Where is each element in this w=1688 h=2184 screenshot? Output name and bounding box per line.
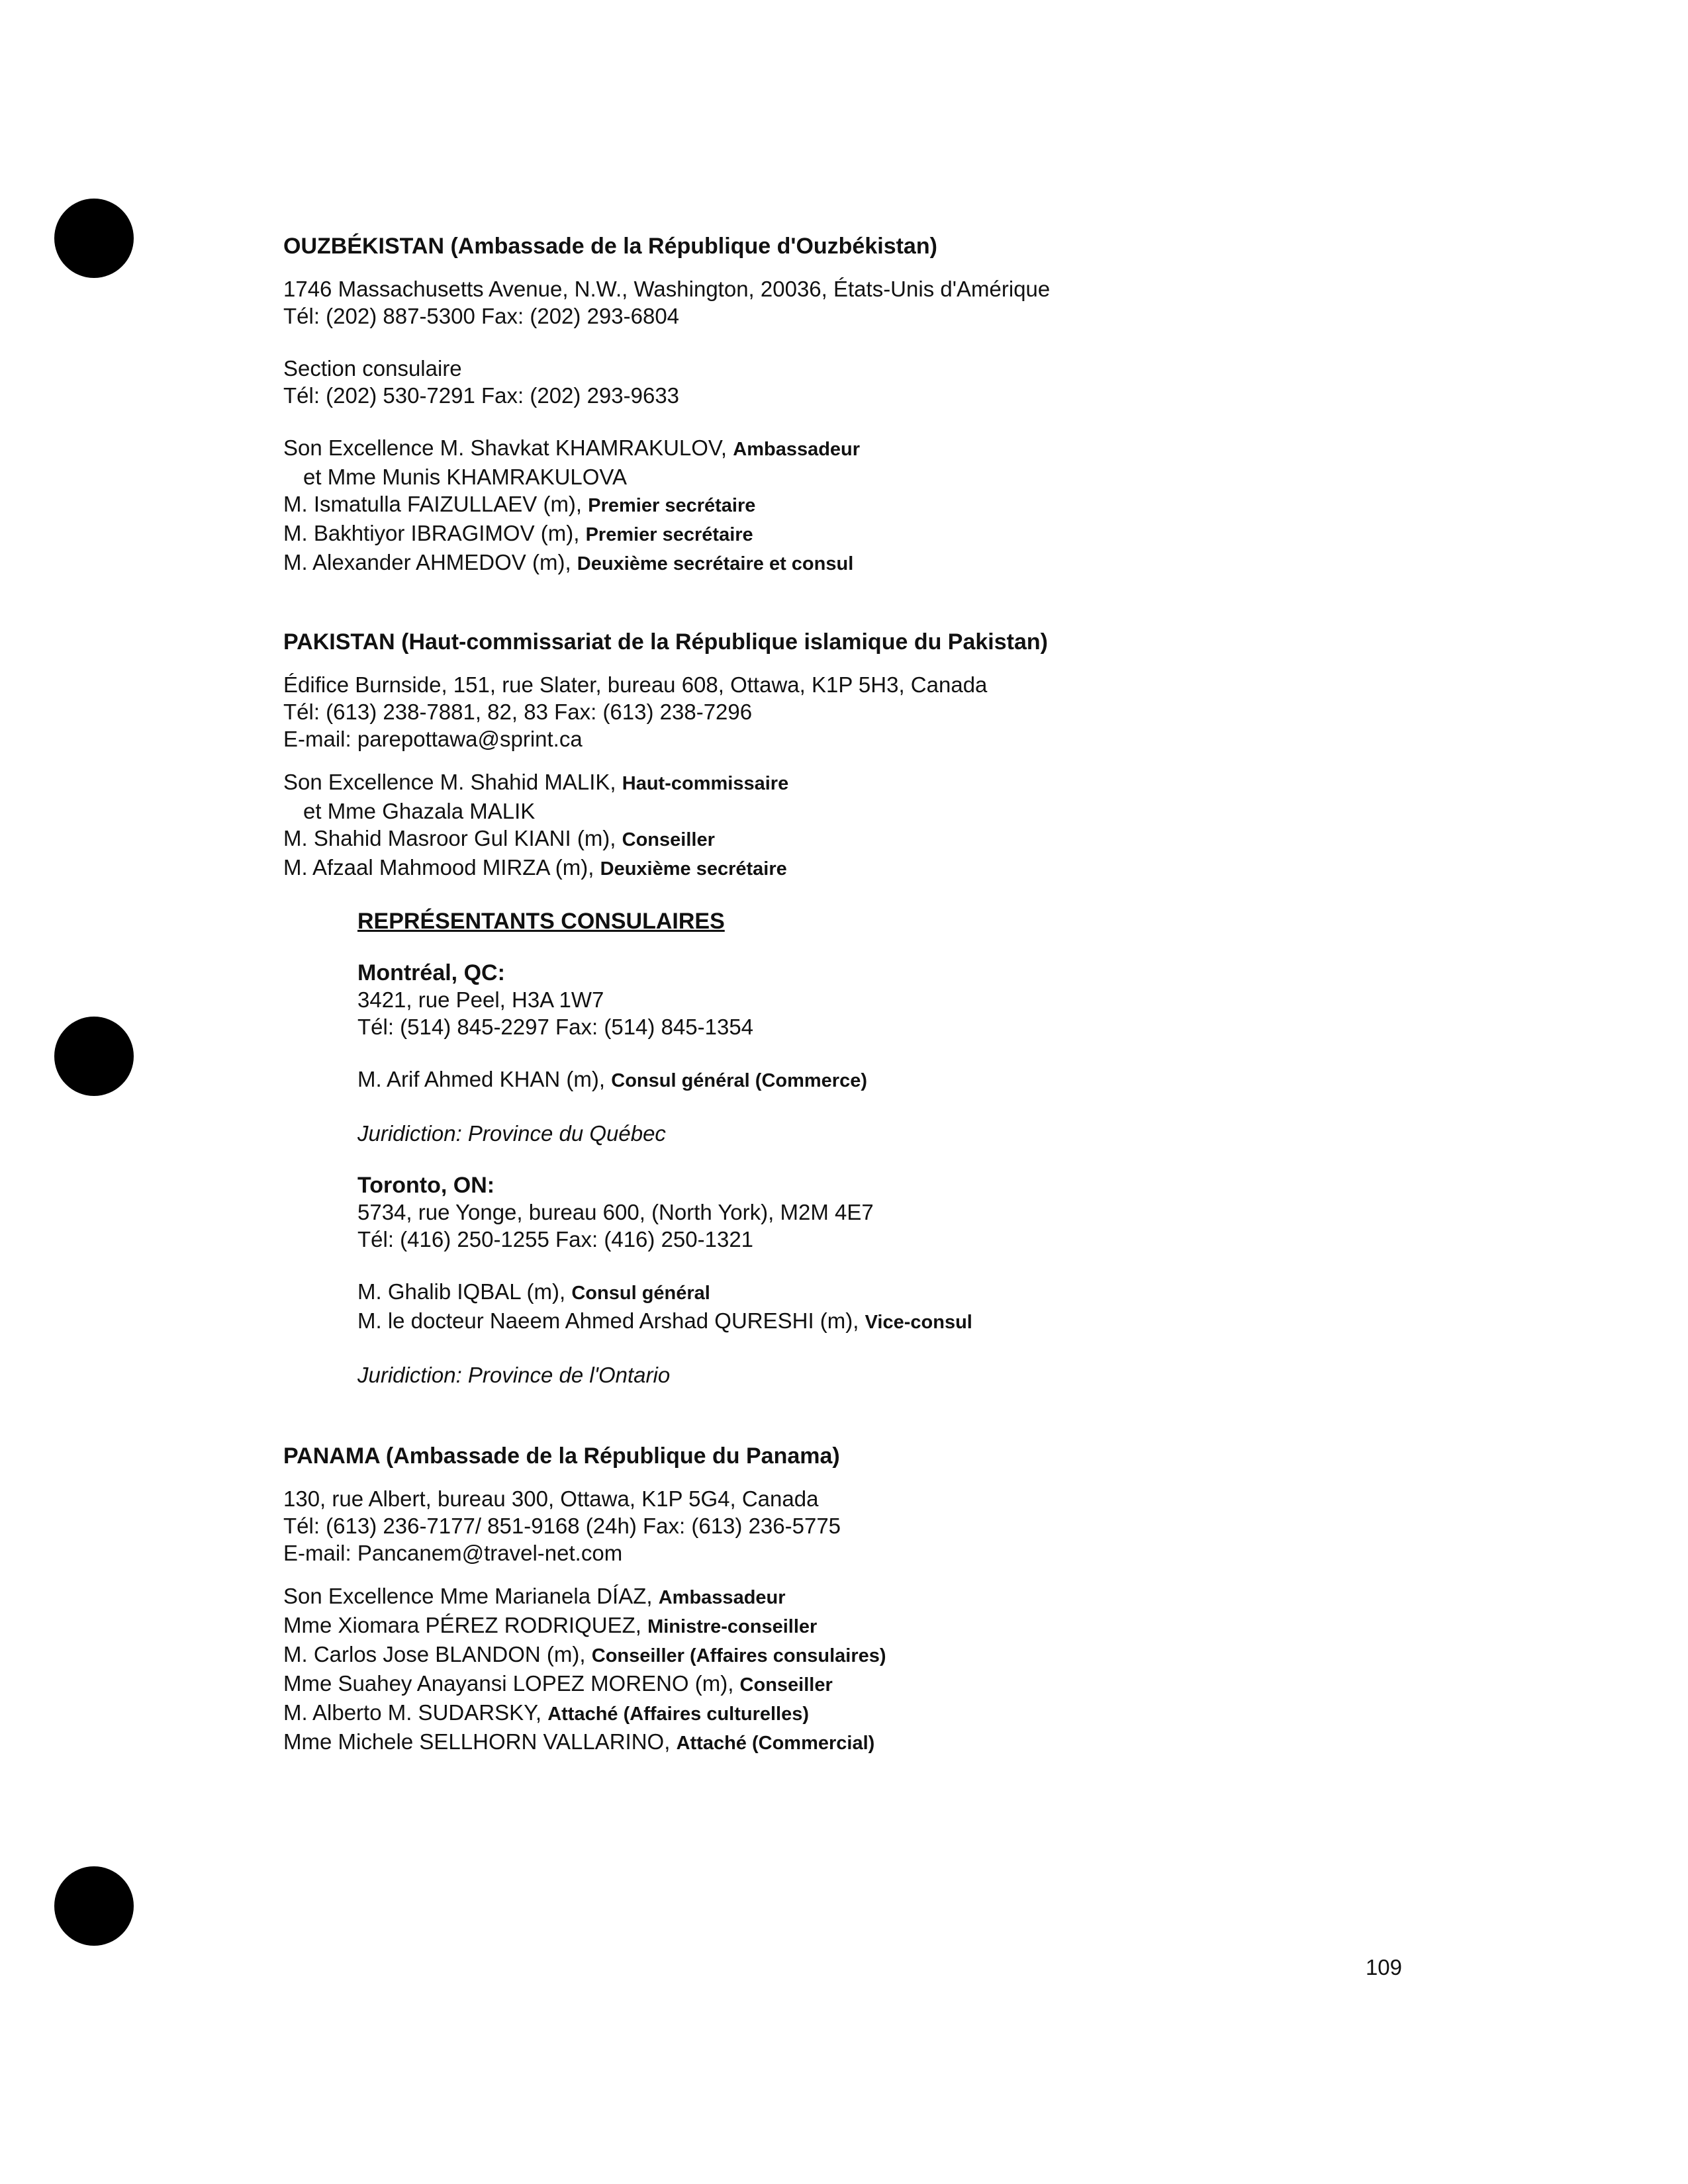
entry-address: Édifice Burnside, 151, rue Slater, bureau 608, Ottawa, K1P 5H3, Canada <box>283 672 988 697</box>
staff-name: Son Excellence M. Shahid MALIK, <box>283 770 622 794</box>
staff-title: Attaché (Affaires culturelles) <box>547 1704 810 1725</box>
staff-name: M. le docteur Naeem Ahmed Arshad QURESHI (m), <box>357 1308 865 1333</box>
staff-line <box>283 1582 1541 1612</box>
consular-representatives <box>357 883 1541 1388</box>
staff-name: Mme Michele SELLHORN VALLARINO, <box>283 1729 677 1754</box>
staff-line <box>283 1670 1541 1699</box>
staff-name: M. Ghalib IQBAL (m), <box>357 1279 572 1304</box>
entry-heading: PAKISTAN (Haut-commissariat de la République islamique du Pakistan) <box>283 629 1048 655</box>
staff-title: Deuxième secrétaire et consul <box>577 553 854 574</box>
staff-title: Ministre-conseiller <box>647 1616 818 1637</box>
entry-heading: OUZBÉKISTAN (Ambassade de la République d'Ouzbékistan) <box>283 234 937 259</box>
staff-title: Attaché (Commercial) <box>676 1733 875 1754</box>
staff-name: M. Afzaal Mahmood MIRZA (m), <box>283 855 600 880</box>
staff-name: et Mme Ghazala MALIK <box>303 799 536 823</box>
binder-hole <box>54 1866 134 1946</box>
entry-address: 130, rue Albert, bureau 300, Ottawa, K1P 5G4, Canada <box>283 1486 819 1511</box>
staff-line <box>283 1699 1541 1728</box>
staff-line <box>283 520 1541 549</box>
staff-line <box>283 854 1541 883</box>
consulate-phone: Tél: (416) 250-1255 Fax: (416) 250-1321 <box>357 1227 754 1251</box>
staff-line <box>283 1728 1541 1757</box>
entry-uzbekistan <box>283 233 1541 578</box>
staff-title: Consul général <box>571 1283 710 1304</box>
staff-name: M. Bakhtiyor IBRAGIMOV (m), <box>283 521 586 545</box>
entry-heading: PANAMA (Ambassade de la République du Panama) <box>283 1443 840 1469</box>
staff-title: Ambassadeur <box>733 439 861 460</box>
entry-phone: Tél: (613) 238-7881, 82, 83 Fax: (613) 238-7296 <box>283 700 753 724</box>
staff-name: Son Excellence Mme Marianela DÍAZ, <box>283 1584 659 1608</box>
staff-name: M. Ismatulla FAIZULLAEV (m), <box>283 492 588 516</box>
staff-title: Conseiller <box>622 829 715 850</box>
staff-title: Premier secrétaire <box>585 524 753 545</box>
staff-title: Premier secrétaire <box>588 495 756 516</box>
staff-line <box>357 1278 1541 1307</box>
consular-heading: REPRÉSENTANTS CONSULAIRES <box>357 909 725 934</box>
entry-phone: Tél: (613) 236-7177/ 851-9168 (24h) Fax: (613) 236-5775 <box>283 1514 841 1538</box>
staff-name: M. Alexander AHMEDOV (m), <box>283 550 577 574</box>
staff-title: Haut-commissaire <box>622 773 789 794</box>
consular-phone: Tél: (202) 530-7291 Fax: (202) 293-9633 <box>283 383 680 408</box>
staff-name: M. Arif Ahmed KHAN (m), <box>357 1067 612 1091</box>
staff-line <box>283 797 1541 825</box>
staff-name: M. Shahid Masroor Gul KIANI (m), <box>283 826 622 850</box>
staff-line <box>357 1066 1541 1095</box>
entry-phone: Tél: (202) 887-5300 Fax: (202) 293-6804 <box>283 304 680 328</box>
consulate-address: 5734, rue Yonge, bureau 600, (North York), M2M 4E7 <box>357 1200 874 1224</box>
staff-line <box>357 1307 1541 1336</box>
page-number: 109 <box>1365 1955 1402 1979</box>
entry-panama <box>283 1443 1541 1757</box>
staff-title: Conseiller <box>739 1674 833 1696</box>
entry-email: E-mail: Pancanem@travel-net.com <box>283 1541 623 1565</box>
staff-line <box>283 490 1541 520</box>
staff-name: et Mme Munis KHAMRAKULOVA <box>303 465 628 489</box>
staff-name: M. Alberto M. SUDARSKY, <box>283 1700 548 1725</box>
staff-name: Mme Xiomara PÉREZ RODRIQUEZ, <box>283 1613 648 1637</box>
staff-title: Consul général (Commerce) <box>611 1070 868 1091</box>
staff-name: M. Carlos Jose BLANDON (m), <box>283 1642 592 1666</box>
staff-line <box>283 549 1541 578</box>
entry-email: E-mail: parepottawa@sprint.ca <box>283 727 583 751</box>
staff-name: Mme Suahey Anayansi LOPEZ MORENO (m), <box>283 1671 740 1696</box>
consulate-address: 3421, rue Peel, H3A 1W7 <box>357 987 604 1012</box>
entry-pakistan <box>283 629 1541 1388</box>
consulate-jurisdiction: Juridiction: Province de l'Ontario <box>357 1363 671 1387</box>
staff-line <box>283 1612 1541 1641</box>
consular-section-label: Section consulaire <box>283 356 462 381</box>
binder-hole <box>54 1017 134 1096</box>
staff-line <box>283 825 1541 854</box>
consulate-jurisdiction: Juridiction: Province du Québec <box>357 1121 666 1146</box>
binder-hole <box>54 199 134 278</box>
staff-line <box>283 434 1541 463</box>
staff-title: Deuxième secrétaire <box>600 858 787 880</box>
staff-name: Son Excellence M. Shavkat KHAMRAKULOV, <box>283 435 733 460</box>
staff-title: Ambassadeur <box>658 1587 786 1608</box>
staff-line <box>283 768 1541 797</box>
entry-address: 1746 Massachusetts Avenue, N.W., Washington, 20036, États-Unis d'Amérique <box>283 277 1051 301</box>
staff-line <box>283 1641 1541 1670</box>
consulate-city: Toronto, ON: <box>357 1173 495 1198</box>
staff-title: Conseiller (Affaires consulaires) <box>591 1645 886 1666</box>
consulate-phone: Tél: (514) 845-2297 Fax: (514) 845-1354 <box>357 1015 754 1039</box>
staff-line <box>283 463 1541 490</box>
staff-title: Vice-consul <box>865 1312 972 1333</box>
consulate-city: Montréal, QC: <box>357 960 505 985</box>
